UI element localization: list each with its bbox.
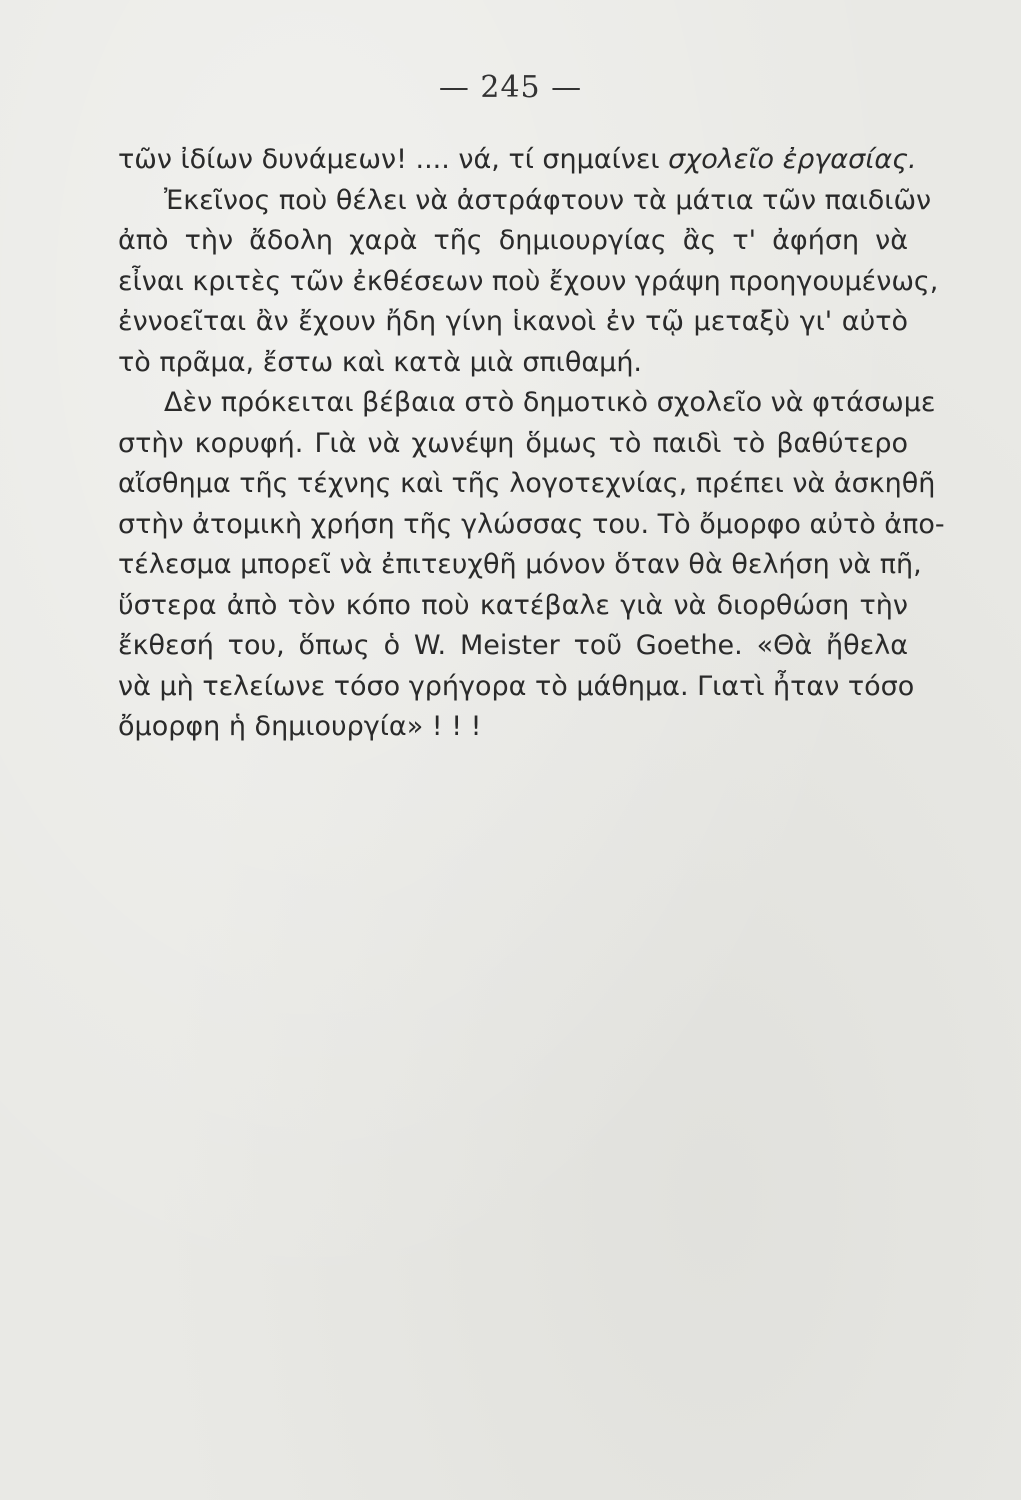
text-line-2: Ἐκεῖνος ποὺ θέλει νὰ ἀστράφτουν τὰ μάτια τῶν παιδιῶν: [164, 184, 932, 216]
text-line-12: ὕστερα ἀπὸ τὸν κόπο ποὺ κατέβαλε γιὰ νὰ διορθώση τὴν: [118, 589, 908, 621]
body-text: [118, 140, 945, 748]
text-line-4: εἶναι κριτὲς τῶν ἐκθέσεων ποὺ ἔχουν γράψη προηγουμένως,: [118, 265, 939, 297]
text-line-3: ἀπὸ τὴν ἄδολη χαρὰ τῆς δημιουργίας ἂς τ' ἀφήση νὰ: [118, 225, 908, 256]
page-number: — 245 —: [438, 70, 583, 105]
text-line-1-italic: σχολεῖο ἐργασίας.: [668, 144, 917, 175]
text-line-15: ὄμορφη ἡ δημιουργία» ! ! !: [118, 711, 482, 742]
text-line-14: νὰ μὴ τελείωνε τόσο γρήγορα τὸ μάθημα. Γιατὶ ἦταν τόσο: [118, 670, 915, 702]
text-line-10: στὴν ἀτομικὴ χρήση τῆς γλώσσας του. Τὸ ὄμορφο αὐτὸ ἀπο-: [118, 508, 945, 540]
text-line-13: ἔκθεσή του, ὅπως ὁ W. Meister τοῦ Goethe. «Θὰ ἤθελα: [118, 630, 908, 661]
text-line-11: τέλεσμα μπορεῖ νὰ ἐπιτευχθῆ μόνον ὅταν θὰ θελήση νὰ πῆ,: [118, 549, 922, 580]
text-line-8: στὴν κορυφή. Γιὰ νὰ χωνέψη ὅμως τὸ παιδὶ τὸ βαθύτερο: [118, 427, 908, 459]
text-line-9: αἴσθημα τῆς τέχνης καὶ τῆς λογοτεχνίας, πρέπει νὰ ἀσκηθῆ: [118, 468, 936, 499]
text-line-7: Δὲν πρόκειται βέβαια στὸ δημοτικὸ σχολεῖο νὰ φτάσωμε: [164, 387, 936, 418]
text-line-5: ἐννοεῖται ἂν ἔχουν ἤδη γίνη ἱκανοὶ ἐν τῷ μεταξὺ γι' αὐτὸ: [118, 306, 908, 337]
text-line-1: [118, 140, 917, 181]
text-line-1-start: τῶν ἰδίων δυνάμεων! .... νά, τί σημαίνει: [118, 144, 669, 175]
text-line-6: τὸ πρᾶμα, ἔστω καὶ κατὰ μιὰ σπιθαμή.: [118, 346, 643, 378]
